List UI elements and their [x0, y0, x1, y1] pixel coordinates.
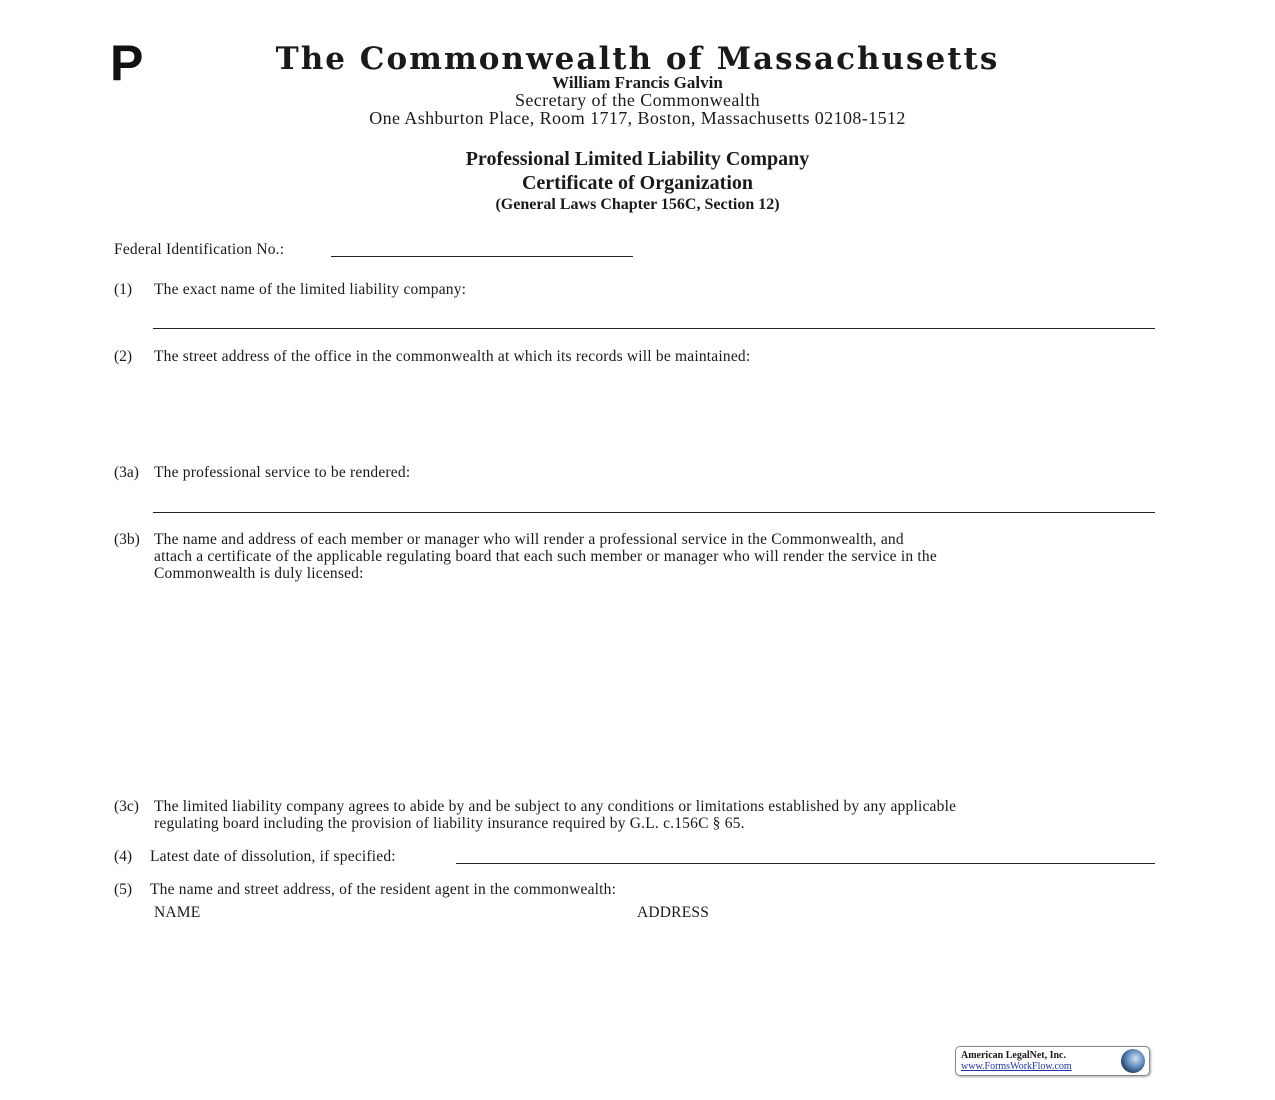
secretary-name: William Francis Galvin [552, 73, 723, 92]
office-address: One Ashburton Place, Room 1717, Boston, Massachusetts 02108-1512 [369, 108, 906, 128]
item-3c-number: (3c) [114, 798, 139, 815]
form-title-line1: Professional Limited Liability Company [465, 148, 810, 170]
item-3a-number: (3a) [114, 464, 139, 481]
globe-icon [1121, 1049, 1145, 1073]
item-3b-line3: Commonwealth is duly licensed: [154, 565, 364, 582]
footer-logo [955, 1046, 1150, 1076]
form-letter: P [110, 35, 144, 91]
item-4-number: (4) [114, 848, 133, 865]
form-title-line3: (General Laws Chapter 156C, Section 12) [495, 196, 780, 213]
item-3b-line1: The name and address of each member or manager who will render a professional service in the Commonwealth, and [154, 531, 904, 548]
item-2-number: (2) [114, 348, 133, 365]
item-2-text: The street address of the office in the commonwealth at which its records will be maintained: [154, 348, 751, 365]
agent-address-label: ADDRESS [637, 904, 710, 921]
item-3a-text: The professional service to be rendered: [154, 464, 411, 481]
dissolution-date-field[interactable] [456, 863, 1155, 864]
item-5-number: (5) [114, 881, 133, 898]
federal-id-field[interactable] [331, 256, 633, 257]
item-3b-number: (3b) [114, 531, 140, 548]
federal-id-label: Federal Identification No.: [114, 241, 285, 258]
item-3c-line1: The limited liability company agrees to abide by and be subject to any conditions or limitations established by any applicable [154, 798, 957, 815]
item-4-text: Latest date of dissolution, if specified: [150, 848, 396, 865]
professional-service-field[interactable] [153, 512, 1155, 513]
agent-name-label: NAME [154, 904, 201, 921]
logo-url[interactable]: www.FormsWorkFlow.com [961, 1061, 1072, 1072]
item-5-text: The name and street address, of the resident agent in the commonwealth: [150, 881, 617, 898]
company-name-field[interactable] [153, 328, 1155, 329]
item-3b-line2: attach a certificate of the applicable regulating board that each such member or manager who will render the service in the [154, 548, 937, 565]
commonwealth-title: The Commonwealth of Massachusetts [275, 41, 1000, 77]
item-3c-line2: regulating board including the provision of liability insurance required by G.L. c.156C § 65. [154, 815, 745, 832]
logo-company: American LegalNet, Inc. [961, 1050, 1066, 1061]
item-1-text: The exact name of the limited liability company: [154, 281, 467, 298]
secretary-office: Secretary of the Commonwealth [514, 90, 761, 110]
item-1-number: (1) [114, 281, 133, 298]
form-title-line2: Certificate of Organization [521, 172, 754, 194]
